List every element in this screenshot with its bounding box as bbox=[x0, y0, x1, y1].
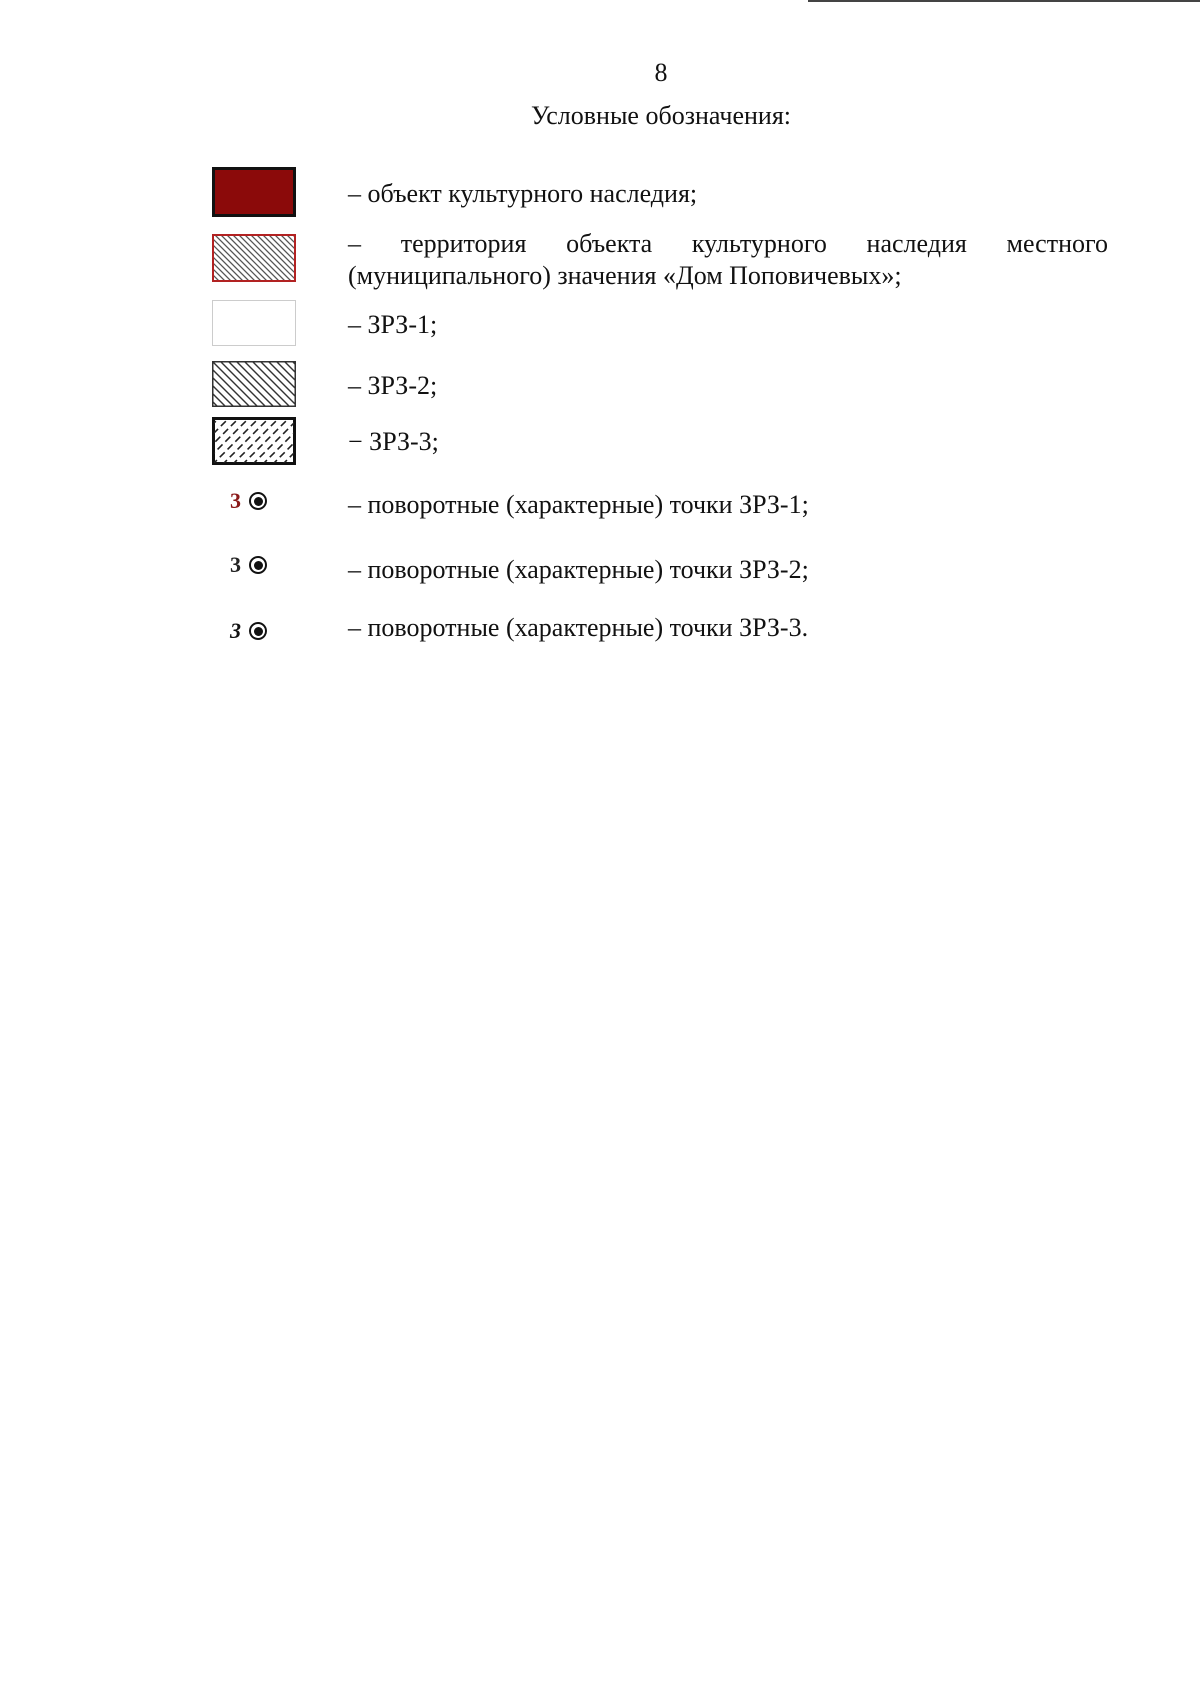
legend bbox=[0, 0, 1200, 700]
legend-item-zrz-2: – ЗРЗ-2; bbox=[348, 371, 438, 400]
legend-item-zrz-3: − ЗРЗ-3; bbox=[348, 427, 439, 456]
turning-point-marker-zrz-2 bbox=[230, 550, 267, 580]
turning-point-number-zrz-3: 3 bbox=[230, 618, 241, 643]
dashed-hatched-rectangle-icon bbox=[212, 417, 296, 465]
solid-red-rectangle-icon bbox=[212, 167, 296, 217]
legend-point-zrz-3: – поворотные (характерные) точки ЗРЗ-3. bbox=[348, 613, 809, 642]
legend-item-heritage-object: – объект культурного наследия; bbox=[348, 179, 698, 208]
red-outlined-hatched-rectangle-icon bbox=[212, 234, 296, 282]
hatched-rectangle-icon bbox=[212, 361, 296, 407]
legend-item-heritage-territory-line1: – территория объекта культурного наследия местного bbox=[348, 229, 1108, 258]
legend-title: Условные обозначения: bbox=[530, 101, 792, 130]
turning-point-number-zrz-2: 3 bbox=[230, 552, 241, 577]
turning-point-dot-icon bbox=[249, 622, 267, 640]
turning-point-marker-zrz-1 bbox=[230, 486, 267, 516]
turning-point-dot-icon bbox=[249, 492, 267, 510]
legend-point-zrz-1: – поворотные (характерные) точки ЗРЗ-1; bbox=[348, 490, 809, 519]
turning-point-dot-icon bbox=[249, 556, 267, 574]
legend-item-zrz-1: – ЗРЗ-1; bbox=[348, 310, 438, 339]
empty-rectangle-icon bbox=[212, 300, 296, 346]
turning-point-number-zrz-1: 3 bbox=[230, 488, 241, 513]
page-number: 8 bbox=[654, 58, 668, 87]
legend-item-heritage-territory-line2: (муниципального) значения «Дом Поповичевых»; bbox=[348, 261, 902, 290]
turning-point-marker-zrz-3 bbox=[230, 616, 267, 646]
legend-item-heritage-territory bbox=[348, 228, 1108, 292]
legend-point-zrz-2: – поворотные (характерные) точки ЗРЗ-2; bbox=[348, 555, 809, 584]
